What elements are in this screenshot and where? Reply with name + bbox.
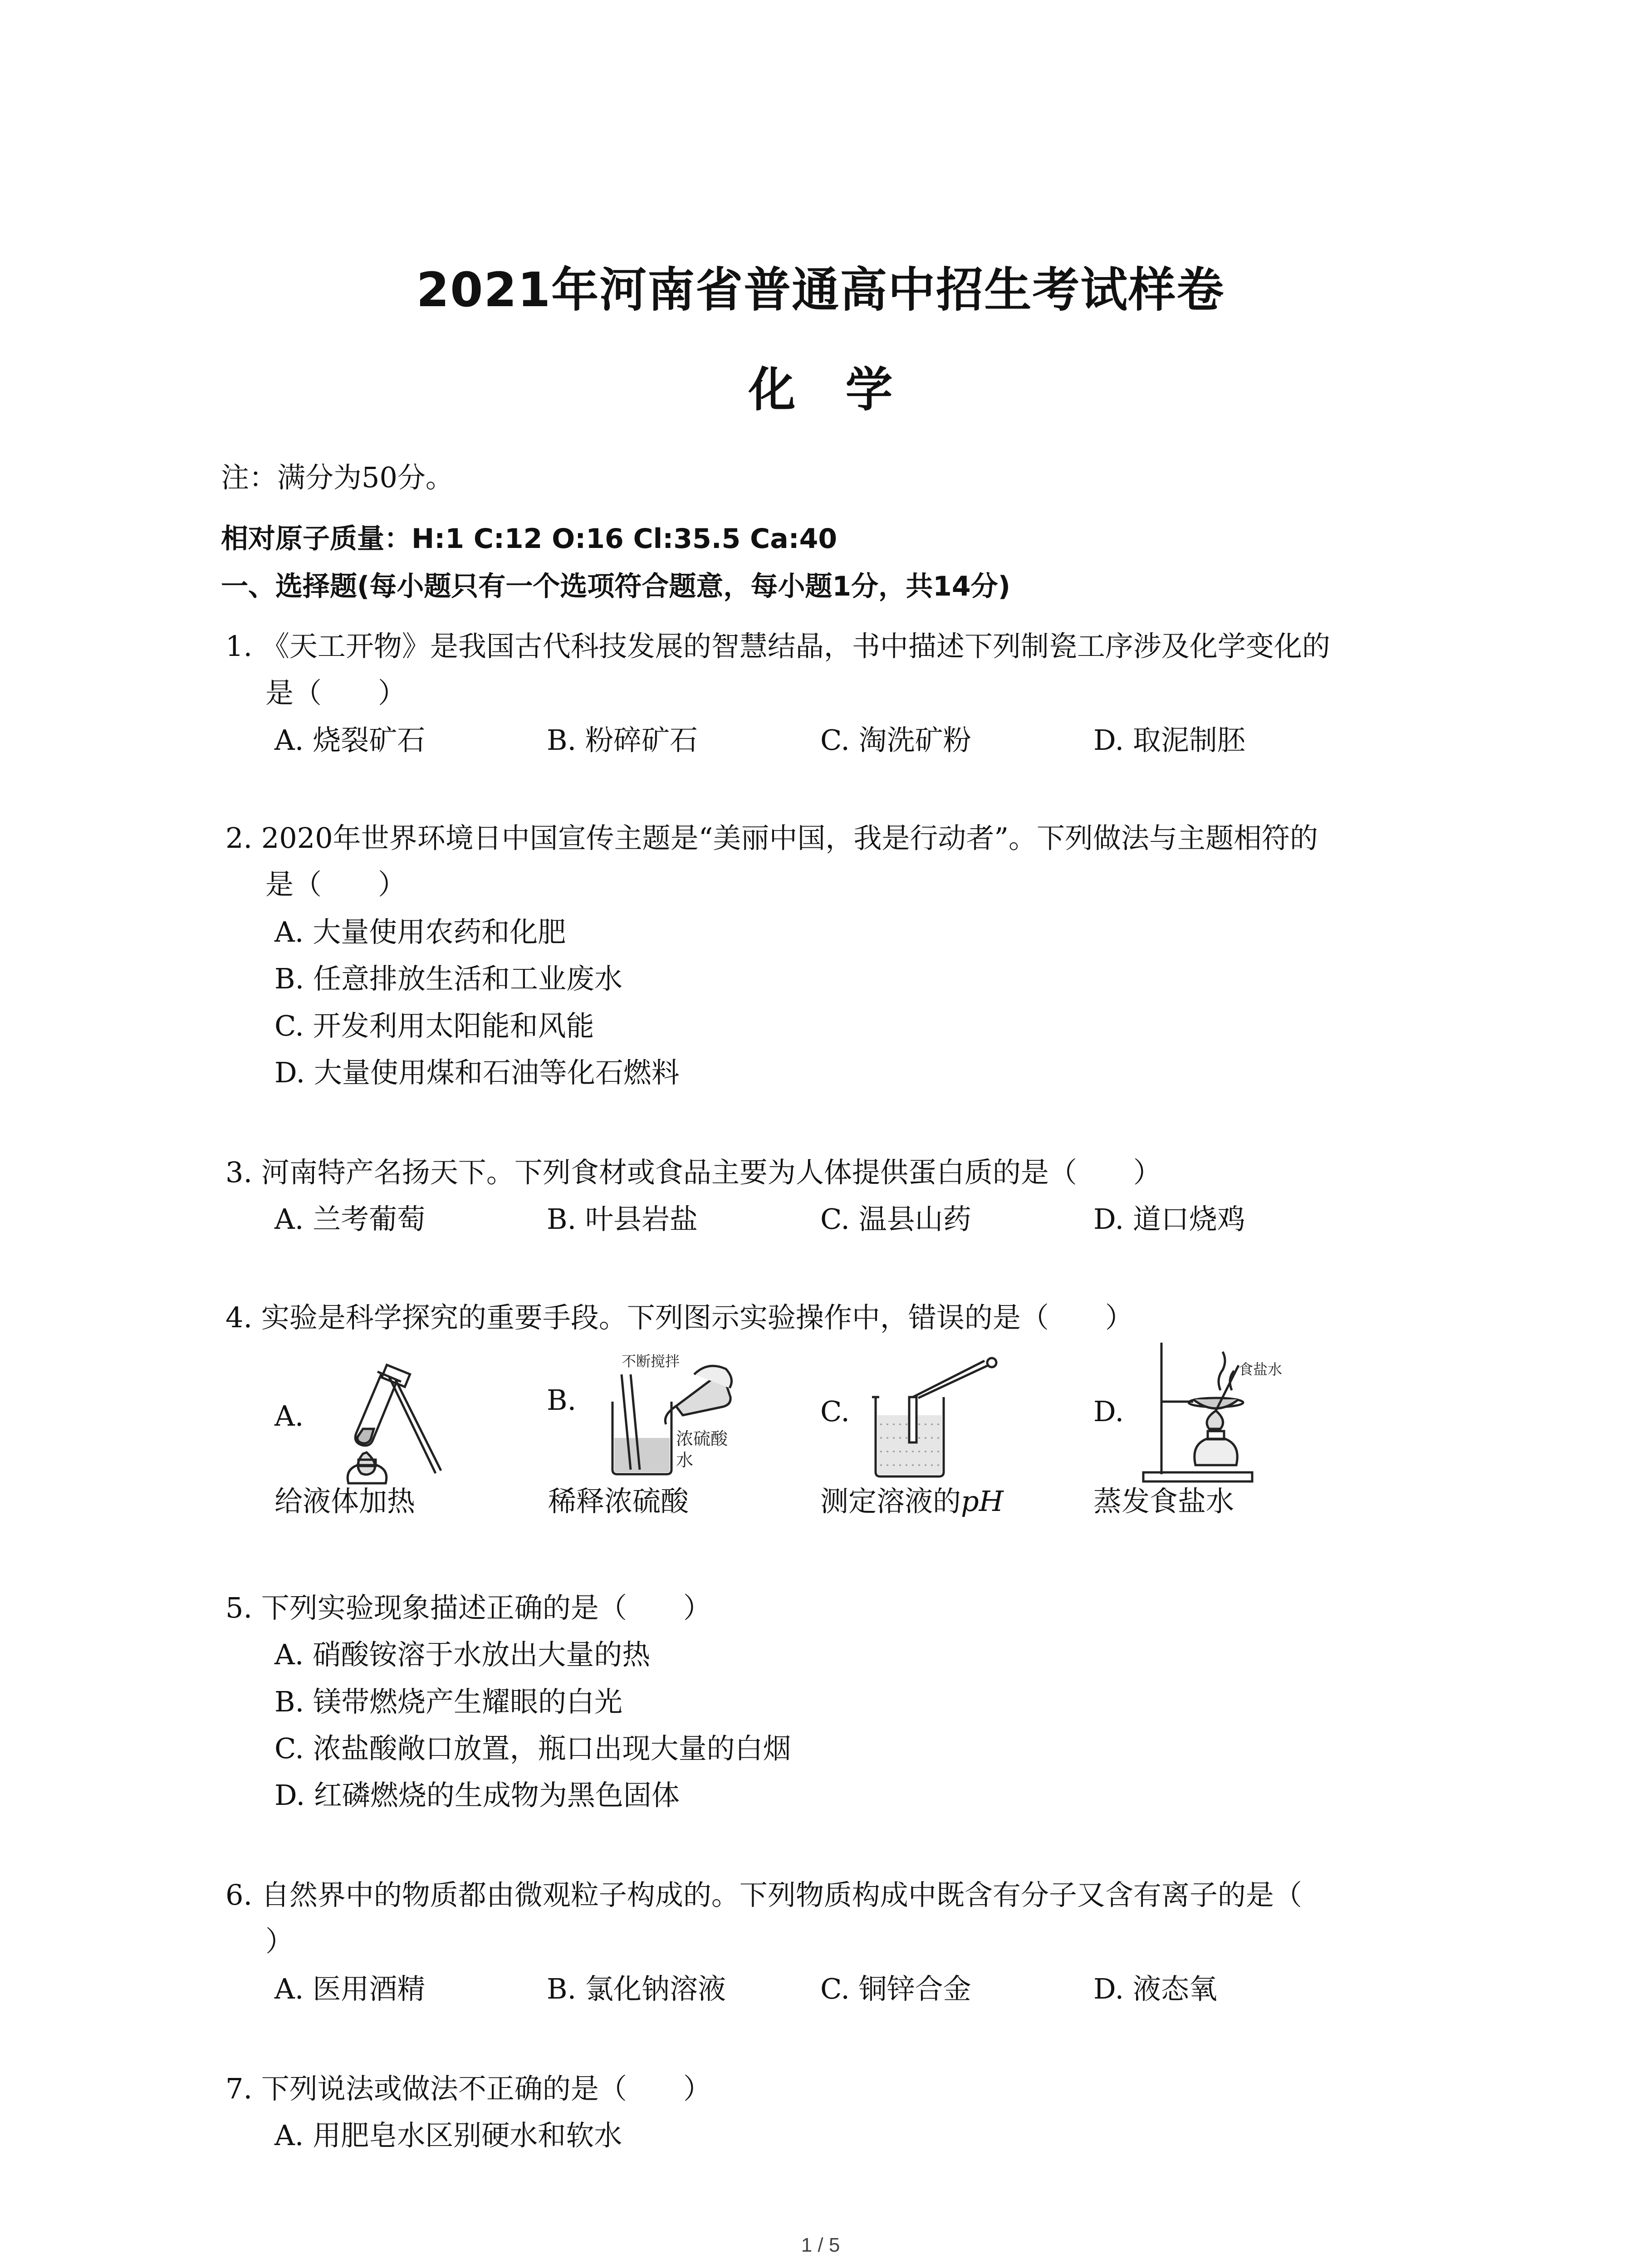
question-stem: 3. 河南特产名扬天下。下列食材或食品主要为人体提供蛋白质的是（ ） bbox=[225, 1156, 1161, 1189]
question-stem: 5. 下列实验现象描述正确的是（ ） bbox=[225, 1591, 711, 1624]
subject-heading: 化学 bbox=[748, 362, 943, 417]
evaporate-saltwater-figure bbox=[1130, 1338, 1311, 1488]
option-d[interactable]: D. bbox=[1093, 1395, 1124, 1428]
atomic-masses: 相对原子质量：H:1 C:12 O:16 Cl:35.5 Ca:40 bbox=[221, 523, 838, 555]
figure-caption-b: 稀释浓硫酸 bbox=[548, 1485, 689, 1518]
ph-symbol: pH bbox=[961, 1485, 1004, 1518]
option-b[interactable]: B. 镁带燃烧产生耀眼的白光 bbox=[274, 1685, 622, 1718]
option-a[interactable]: A. 医用酒精 bbox=[274, 1972, 426, 2005]
option-c[interactable]: C. 开发利用太阳能和风能 bbox=[274, 1009, 594, 1042]
question-stem: 6. 自然界中的物质都由微观粒子构成的。下列物质构成中既含有分子又含有离子的是（ bbox=[225, 1878, 1302, 1911]
measure-ph-figure bbox=[862, 1347, 1007, 1483]
option-c[interactable]: C. 淘洗矿粉 bbox=[820, 723, 971, 757]
option-b[interactable]: B. 粉碎矿石 bbox=[547, 723, 698, 757]
exam-note: 注：满分为50分。 bbox=[221, 461, 454, 494]
option-c[interactable]: C. 温县山药 bbox=[820, 1202, 971, 1236]
question-stem: 是（ ） bbox=[265, 676, 407, 709]
option-a[interactable]: A. 硝酸铵溶于水放出大量的热 bbox=[274, 1638, 651, 1671]
option-a[interactable]: A. 烧裂矿石 bbox=[274, 723, 426, 757]
option-a[interactable]: A. 兰考葡萄 bbox=[274, 1202, 426, 1236]
water-label: 水 bbox=[676, 1450, 694, 1470]
question-stem: 2. 2020年世界环境日中国宣传主题是“美丽中国，我是行动者”。下列做法与主题相符的 bbox=[225, 821, 1318, 855]
option-a[interactable]: A. bbox=[274, 1399, 304, 1432]
section-heading: 一、选择题(每小题只有一个选项符合题意，每小题1分，共14分) bbox=[221, 571, 1011, 602]
saltwater-label: 食盐水 bbox=[1239, 1361, 1283, 1378]
option-d[interactable]: D. 红磷燃烧的生成物为黑色固体 bbox=[274, 1779, 680, 1812]
question-stem: 4. 实验是科学探究的重要手段。下列图示实验操作中，错误的是（ ） bbox=[225, 1301, 1133, 1334]
question-stem: 是（ ） bbox=[265, 868, 407, 901]
page-title: 2021年河南省普通高中招生考试样卷 bbox=[416, 262, 1225, 318]
option-d[interactable]: D. 液态氧 bbox=[1093, 1972, 1217, 2005]
option-c[interactable]: C. bbox=[820, 1395, 850, 1428]
heating-liquid-figure bbox=[313, 1356, 458, 1488]
stir-label: 不断搅拌 bbox=[622, 1353, 680, 1370]
option-a[interactable]: A. 大量使用农药和化肥 bbox=[274, 915, 566, 948]
option-b[interactable]: B. bbox=[547, 1383, 577, 1417]
option-c[interactable]: C. 铜锌合金 bbox=[820, 1972, 971, 2005]
question-stem: ） bbox=[265, 1925, 294, 1958]
option-b[interactable]: B. 氯化钠溶液 bbox=[547, 1972, 726, 2005]
option-c[interactable]: C. 浓盐酸敞口放置，瓶口出现大量的白烟 bbox=[274, 1732, 791, 1765]
caption-text: 测定溶液的 bbox=[820, 1485, 961, 1518]
option-a[interactable]: A. 用肥皂水区别硬水和软水 bbox=[274, 2119, 622, 2152]
question-stem: 7. 下列说法或做法不正确的是（ ） bbox=[225, 2072, 711, 2105]
option-d[interactable]: D. 道口烧鸡 bbox=[1093, 1202, 1245, 1236]
question-stem: 1. 《天工开物》是我国古代科技发展的智慧结晶，书中描述下列制瓷工序涉及化学变化的 bbox=[225, 630, 1330, 663]
option-d[interactable]: D. 取泥制胚 bbox=[1093, 723, 1245, 757]
dilute-acid-figure bbox=[585, 1347, 740, 1483]
option-d[interactable]: D. 大量使用煤和石油等化石燃料 bbox=[274, 1056, 680, 1089]
option-b[interactable]: B. 叶县岩盐 bbox=[547, 1202, 698, 1236]
figure-caption-d: 蒸发食盐水 bbox=[1093, 1485, 1234, 1518]
figure-caption-a: 给液体加热 bbox=[274, 1485, 416, 1518]
page-number: 1 / 5 bbox=[801, 2234, 840, 2256]
figure-caption-c bbox=[820, 1479, 1004, 1519]
option-b[interactable]: B. 任意排放生活和工业废水 bbox=[274, 962, 622, 995]
acid-label: 浓硫酸 bbox=[676, 1429, 728, 1449]
